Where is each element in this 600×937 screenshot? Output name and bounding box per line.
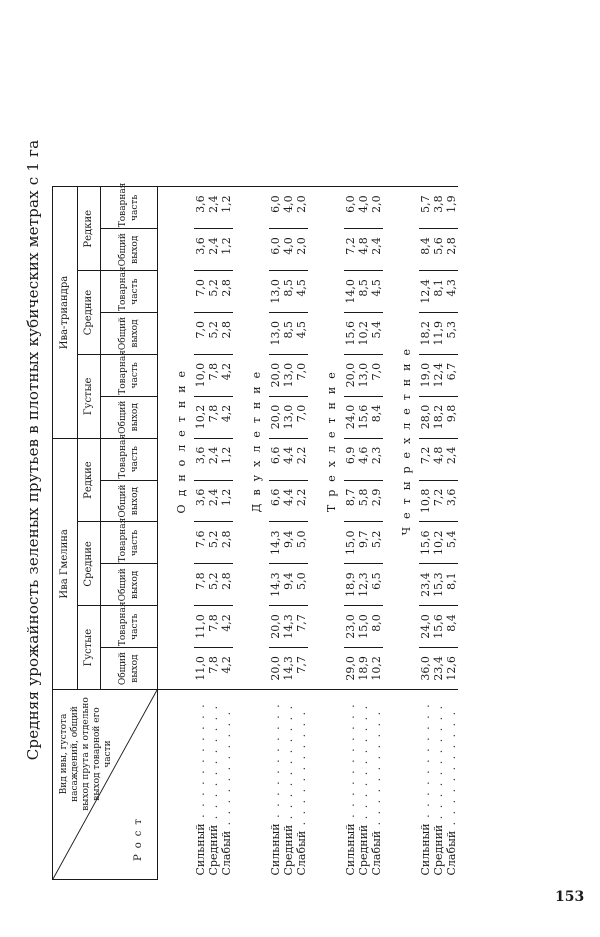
row-label: Слабый [370, 830, 383, 876]
value-cell: 10,0 [194, 354, 207, 396]
value-cell: 15,0 [357, 606, 370, 648]
value-cell: 18,2 [432, 396, 445, 438]
value-cell: 9,4 [282, 522, 295, 564]
value-cell: 5,6 [432, 229, 445, 271]
value-cell: 4,5 [370, 271, 383, 313]
table-row [282, 19, 295, 879]
value-cell: 2,8 [220, 564, 233, 606]
value-cell: 2,4 [445, 438, 458, 480]
value-cell: 11,0 [194, 648, 207, 690]
value-cell: 7,0 [295, 354, 308, 396]
value-cell: 7,2 [419, 438, 432, 480]
row-label-cell [344, 690, 357, 880]
value-cell: 13,0 [357, 354, 370, 396]
value-cell: 6,6 [269, 480, 282, 522]
subheader-marketable-part: Товарная часть [101, 606, 158, 648]
leader-dots: . . . . . . . . . . . [194, 702, 207, 824]
table-row [220, 19, 233, 879]
value-cell: 4,2 [220, 606, 233, 648]
value-cell: 28,0 [419, 396, 432, 438]
table-row [357, 19, 370, 879]
value-cell: 4,8 [357, 229, 370, 271]
value-cell: 8,0 [370, 606, 383, 648]
leader-dots: . . . . . . . . . . . [419, 702, 432, 824]
value-cell: 2,4 [207, 187, 220, 229]
value-cell: 10,2 [194, 396, 207, 438]
value-cell: 2,9 [370, 480, 383, 522]
value-cell: 7,8 [194, 564, 207, 606]
leader-dots: . . . . . . . . . . . [269, 702, 282, 824]
row-label-cell [445, 690, 458, 880]
row-label-cell [269, 690, 282, 880]
table-row [419, 19, 432, 879]
value-cell: 5,2 [207, 313, 220, 355]
value-cell: 11,0 [194, 606, 207, 648]
value-cell: 9,4 [282, 564, 295, 606]
value-cell: 4,6 [357, 438, 370, 480]
value-cell: 8,4 [445, 606, 458, 648]
value-cell: 2,8 [220, 313, 233, 355]
value-cell: 7,7 [295, 606, 308, 648]
value-cell: 2,4 [207, 229, 220, 271]
value-cell: 7,0 [370, 354, 383, 396]
section-spacer [308, 690, 344, 880]
value-cell: 24,0 [419, 606, 432, 648]
value-cell: 12,3 [357, 564, 370, 606]
value-cell: 13,0 [282, 396, 295, 438]
value-cell: 5,2 [207, 271, 220, 313]
section-heading-row [158, 19, 195, 879]
value-cell: 8,1 [432, 271, 445, 313]
value-cell: 13,0 [282, 354, 295, 396]
value-cell: 10,2 [370, 648, 383, 690]
value-cell: 6,5 [370, 564, 383, 606]
subheader-total-yield: Общий выход [101, 648, 158, 690]
value-cell: 2,0 [370, 187, 383, 229]
value-cell: 9,7 [357, 522, 370, 564]
value-cell: 18,2 [419, 313, 432, 355]
subheader-marketable-part: Товарная часть [101, 271, 158, 313]
yield-table [52, 19, 458, 880]
section-heading-row [383, 19, 419, 879]
density-header: Средние [78, 522, 101, 606]
value-cell: 5,0 [295, 564, 308, 606]
row-label: Слабый [445, 830, 458, 876]
value-cell: 7,8 [207, 606, 220, 648]
section-heading: Двухлетние [233, 187, 269, 690]
section-heading: Однолетние [158, 187, 195, 690]
value-cell: 6,0 [269, 187, 282, 229]
value-cell: 15,3 [432, 564, 445, 606]
value-cell: 2,4 [207, 438, 220, 480]
value-cell: 8,7 [344, 480, 357, 522]
value-cell: 9,8 [445, 396, 458, 438]
row-label-cell [419, 690, 432, 880]
leader-dots: . . . . . . . . . . . [295, 709, 308, 831]
table-row [194, 19, 207, 879]
row-label-cell [432, 690, 445, 880]
table-row [445, 19, 458, 879]
value-cell: 23,4 [432, 648, 445, 690]
section-spacer [233, 690, 269, 880]
value-cell: 36,0 [419, 648, 432, 690]
table-row [432, 19, 445, 879]
value-cell: 4,8 [432, 438, 445, 480]
value-cell: 15,0 [344, 522, 357, 564]
section-heading: Четырехлетние [383, 187, 419, 690]
value-cell: 8,1 [445, 564, 458, 606]
species-header-gmelin: Ива Гмелина [53, 438, 78, 689]
corner-header-top: Вид ивы, густота насаждений, общий выход прута и отдельно выход товарной его части [59, 697, 113, 811]
value-cell: 4,5 [295, 313, 308, 355]
value-cell: 8,4 [370, 396, 383, 438]
value-cell: 14,3 [282, 606, 295, 648]
value-cell: 4,3 [445, 271, 458, 313]
value-cell: 7,0 [194, 271, 207, 313]
table-row [269, 19, 282, 879]
value-cell: 18,9 [357, 648, 370, 690]
row-label-cell [370, 690, 383, 880]
value-cell: 1,2 [220, 438, 233, 480]
row-label-cell [220, 690, 233, 880]
value-cell: 8,4 [419, 229, 432, 271]
table-row [370, 19, 383, 879]
value-cell: 3,6 [194, 187, 207, 229]
row-label: Слабый [220, 830, 233, 876]
value-cell: 2,0 [295, 229, 308, 271]
value-cell: 11,9 [432, 313, 445, 355]
value-cell: 13,0 [269, 271, 282, 313]
value-cell: 14,3 [269, 522, 282, 564]
value-cell: 20,0 [269, 606, 282, 648]
value-cell: 7,2 [344, 229, 357, 271]
corner-header-bottom: Рост [133, 813, 144, 861]
row-label-cell [194, 690, 207, 880]
value-cell: 5,3 [445, 313, 458, 355]
subheader-marketable-part: Товарная часть [101, 438, 158, 480]
value-cell: 20,0 [269, 648, 282, 690]
leader-dots: . . . . . . . . . . . [207, 703, 220, 825]
rotated-document-page [20, 20, 560, 880]
density-header: Средние [78, 271, 101, 355]
value-cell: 10,2 [357, 313, 370, 355]
row-label-cell [357, 690, 370, 880]
value-cell: 6,6 [269, 438, 282, 480]
value-cell: 7,6 [194, 522, 207, 564]
value-cell: 15,6 [357, 396, 370, 438]
section-spacer [383, 690, 419, 880]
value-cell: 3,6 [194, 438, 207, 480]
table-row [207, 19, 220, 879]
value-cell: 6,9 [344, 438, 357, 480]
value-cell: 24,0 [344, 396, 357, 438]
value-cell: 23,0 [344, 606, 357, 648]
row-label: Сильный [269, 823, 282, 876]
value-cell: 2,8 [445, 229, 458, 271]
value-cell: 7,8 [207, 396, 220, 438]
value-cell: 3,6 [194, 480, 207, 522]
value-cell: 1,2 [220, 229, 233, 271]
value-cell: 4,2 [220, 396, 233, 438]
value-cell: 7,0 [295, 396, 308, 438]
value-cell: 4,4 [282, 438, 295, 480]
subheader-marketable-part: Товарная часть [101, 354, 158, 396]
value-cell: 5,7 [419, 187, 432, 229]
row-label: Средний [432, 824, 445, 876]
value-cell: 5,0 [295, 522, 308, 564]
value-cell: 19,0 [419, 354, 432, 396]
species-header-triandra: Ива-триандра [53, 187, 78, 438]
value-cell: 5,2 [207, 522, 220, 564]
value-cell: 7,2 [432, 480, 445, 522]
value-cell: 7,8 [207, 354, 220, 396]
leader-dots: . . . . . . . . . . . [344, 702, 357, 824]
row-label: Средний [207, 824, 220, 876]
value-cell: 5,4 [445, 522, 458, 564]
density-header: Редкие [78, 187, 101, 271]
subheader-total-yield: Общий выход [101, 229, 158, 271]
value-cell: 15,6 [419, 522, 432, 564]
value-cell: 12,6 [445, 648, 458, 690]
leader-dots: . . . . . . . . . . . [370, 709, 383, 831]
value-cell: 2,8 [220, 271, 233, 313]
value-cell: 4,0 [357, 187, 370, 229]
value-cell: 4,2 [220, 648, 233, 690]
row-label-cell [295, 690, 308, 880]
density-header: Густые [78, 606, 101, 690]
row-label: Средний [357, 824, 370, 876]
value-cell: 4,4 [282, 480, 295, 522]
value-cell: 7,0 [194, 313, 207, 355]
value-cell: 10,8 [419, 480, 432, 522]
row-label: Сильный [344, 823, 357, 876]
value-cell: 14,0 [344, 271, 357, 313]
value-cell: 20,0 [344, 354, 357, 396]
table-header [53, 19, 158, 879]
value-cell: 4,5 [295, 271, 308, 313]
leader-dots: . . . . . . . . . . . [220, 709, 233, 831]
value-cell: 1,2 [220, 187, 233, 229]
value-cell: 14,3 [269, 564, 282, 606]
value-cell: 1,9 [445, 187, 458, 229]
value-cell: 5,2 [370, 522, 383, 564]
leader-dots: . . . . . . . . . . . [357, 703, 370, 825]
value-cell: 4,2 [220, 354, 233, 396]
section-heading-row [233, 19, 269, 879]
row-label: Средний [282, 824, 295, 876]
row-label: Сильный [419, 823, 432, 876]
value-cell: 2,4 [370, 229, 383, 271]
subheader-marketable-part: Товарная часть [101, 522, 158, 564]
value-cell: 23,4 [419, 564, 432, 606]
value-cell: 12,4 [432, 354, 445, 396]
leader-dots: . . . . . . . . . . . [282, 703, 295, 825]
value-cell: 14,3 [282, 648, 295, 690]
table-row [344, 19, 357, 879]
value-cell: 6,0 [269, 229, 282, 271]
value-cell: 1,2 [220, 480, 233, 522]
value-cell: 13,0 [269, 313, 282, 355]
row-label-cell [282, 690, 295, 880]
value-cell: 20,0 [269, 396, 282, 438]
value-cell: 4,0 [282, 187, 295, 229]
value-cell: 7,7 [295, 648, 308, 690]
value-cell: 2,2 [295, 438, 308, 480]
page-number: 153 [555, 889, 585, 905]
value-cell: 15,6 [344, 313, 357, 355]
value-cell: 10,2 [432, 522, 445, 564]
subheader-marketable-part: Товарная часть [101, 187, 158, 229]
value-cell: 7,8 [207, 648, 220, 690]
value-cell: 29,0 [344, 648, 357, 690]
row-label-cell [207, 690, 220, 880]
value-cell: 8,5 [282, 271, 295, 313]
value-cell: 5,4 [370, 313, 383, 355]
value-cell: 2,3 [370, 438, 383, 480]
section-heading: Трехлетние [308, 187, 344, 690]
leader-dots: . . . . . . . . . . . [445, 709, 458, 831]
value-cell: 2,2 [295, 480, 308, 522]
value-cell: 3,8 [432, 187, 445, 229]
value-cell: 12,4 [419, 271, 432, 313]
section-heading-row [308, 19, 344, 879]
density-header: Редкие [78, 438, 101, 522]
table-row [295, 19, 308, 879]
value-cell: 8,5 [357, 271, 370, 313]
subheader-total-yield: Общий выход [101, 396, 158, 438]
row-label: Сильный [194, 823, 207, 876]
value-cell: 8,5 [282, 313, 295, 355]
value-cell: 15,6 [432, 606, 445, 648]
value-cell: 5,2 [207, 564, 220, 606]
value-cell: 3,6 [194, 229, 207, 271]
value-cell: 2,4 [207, 480, 220, 522]
density-header: Густые [78, 354, 101, 438]
section-spacer [158, 690, 195, 880]
value-cell: 5,8 [357, 480, 370, 522]
value-cell: 6,0 [344, 187, 357, 229]
table-title: Средняя урожайность зеленых прутьев в плотных кубических метрах с 1 га [24, 139, 42, 761]
table-body [158, 19, 459, 879]
row-label: Слабый [295, 830, 308, 876]
value-cell: 3,6 [445, 480, 458, 522]
value-cell: 4,0 [282, 229, 295, 271]
subheader-total-yield: Общий выход [101, 480, 158, 522]
corner-header-cell [53, 690, 158, 880]
subheader-total-yield: Общий выход [101, 313, 158, 355]
leader-dots: . . . . . . . . . . . [432, 703, 445, 825]
value-cell: 2,8 [220, 522, 233, 564]
subheader-total-yield: Общий выход [101, 564, 158, 606]
value-cell: 20,0 [269, 354, 282, 396]
value-cell: 2,0 [295, 187, 308, 229]
value-cell: 6,7 [445, 354, 458, 396]
value-cell: 18,9 [344, 564, 357, 606]
